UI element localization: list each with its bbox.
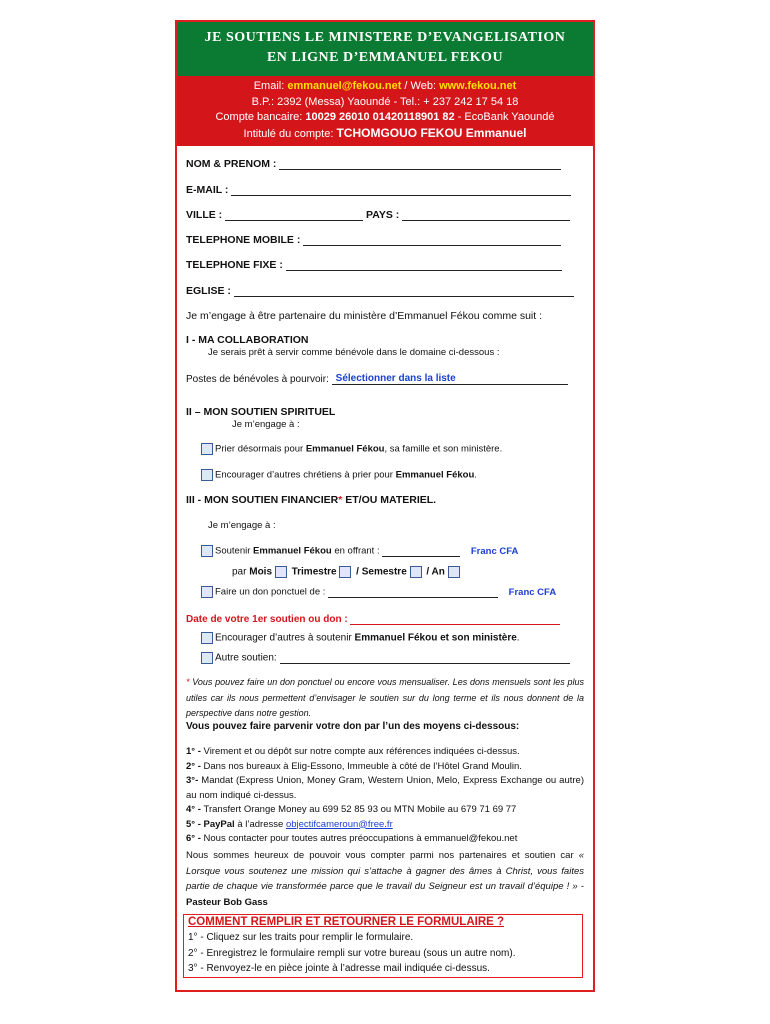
semestre-checkbox[interactable]	[410, 566, 422, 578]
means-item-3	[186, 774, 584, 803]
postes-select[interactable]	[332, 373, 568, 385]
ville-input[interactable]	[225, 210, 363, 221]
means-3-number: 3°-	[186, 775, 202, 786]
engagement-text: Je m’engage à être partenaire du ministère d’Emmanuel Fékou comme suit :	[186, 310, 543, 322]
section3-intro: Je m’engage à :	[208, 520, 276, 531]
option-encourager-prier	[201, 469, 597, 481]
don-checkbox[interactable]	[201, 586, 213, 598]
account-label: Intitulé du compte:	[243, 127, 337, 140]
nom-label: NOM & PRENOM :	[186, 158, 277, 170]
note-star: *	[186, 677, 193, 687]
encourager-prier-text-a: Encourager d’autres chrétiens à prier pour	[215, 469, 396, 481]
means-5-number: 5° -	[186, 818, 204, 830]
field-ville-pays	[186, 209, 582, 221]
tel-mobile-input[interactable]	[303, 235, 561, 246]
encourager-text-b: Emmanuel Fékou et son ministère	[354, 632, 517, 644]
don-row	[201, 586, 597, 598]
section3-title	[186, 494, 582, 506]
field-email	[186, 184, 582, 196]
howto-step-1: 1° - Cliquez sur les traits pour remplir le formulaire.	[188, 932, 414, 943]
closing-author: Pasteur Bob Gass	[186, 896, 268, 908]
means-item-2	[186, 760, 584, 775]
bank-number: 10029 26010 01420118901 82	[305, 111, 455, 123]
bank-name: - EcoBank Yaoundé	[454, 111, 555, 123]
email-label: Email:	[253, 80, 288, 92]
don-amount-input[interactable]	[328, 587, 498, 598]
means-list	[186, 745, 584, 847]
means-6-number: 6° -	[186, 833, 204, 844]
postes-label: Postes de bénévoles à pourvoir:	[186, 374, 329, 385]
prier-text-c: , sa famille et son ministère.	[384, 443, 503, 455]
means-item-1	[186, 745, 584, 760]
closing	[186, 848, 584, 910]
soutenir-text-a: Soutenir	[215, 545, 254, 557]
account-name: TCHOMGOUO FEKOU Emmanuel	[336, 125, 527, 140]
field-tel-mobile	[186, 234, 582, 246]
header-contact	[177, 76, 593, 146]
means-4-text: Transfert Orange Money au 699 52 85 93 ou MTN Mobile au 679 71 69 77	[203, 804, 517, 815]
tel-fixe-input[interactable]	[286, 260, 562, 271]
means-item-5	[186, 818, 584, 833]
section1-text: Je serais prêt à servir comme bénévole dans le domaine ci-dessous :	[208, 347, 500, 358]
date-input[interactable]	[350, 614, 560, 625]
howto-step-2: 2° - Enregistrez le formulaire rempli sur votre bureau (sous un autre nom).	[188, 947, 516, 959]
field-tel-fixe	[186, 259, 582, 271]
means-4-number: 4° -	[186, 804, 204, 815]
encourager-row	[201, 632, 597, 644]
encourager-prier-text-b: Emmanuel Fékou	[395, 469, 475, 481]
soutenir-text-b: Emmanuel Fékou	[253, 545, 332, 557]
soutenir-row	[201, 545, 597, 557]
encourager-prier-checkbox[interactable]	[201, 469, 213, 481]
soutenir-text-c: en offrant :	[331, 545, 380, 557]
means-item-4	[186, 803, 584, 818]
header-address: B.P.: 2392 (Messa) Yaoundé - Tel.: + 237 242 17 54 18	[251, 95, 519, 108]
pays-label: PAYS :	[366, 209, 400, 221]
soutenir-amount-input[interactable]	[382, 546, 460, 557]
encourager-text-c: .	[516, 632, 520, 644]
date-label: Date de votre 1er soutien ou don :	[186, 614, 348, 625]
header-email[interactable]: emmanuel@fekou.net	[287, 80, 402, 92]
prier-checkbox[interactable]	[201, 443, 213, 455]
autre-label: Autre soutien:	[215, 652, 277, 664]
autre-input[interactable]	[280, 653, 570, 664]
postes-select-value: Sélectionner dans la liste	[335, 373, 456, 384]
means-6-text: Nous contacter pour toutes autres préoccupations à emmanuel@fekou.net	[203, 833, 518, 844]
an-label: / An	[426, 566, 445, 578]
email-field-label: E-MAIL :	[186, 184, 229, 196]
trimestre-checkbox[interactable]	[339, 566, 351, 578]
closing-dash: -	[577, 881, 584, 892]
means-3-text: Mandat (Express Union, Money Gram, Western Union, Melo, Express Exchange ou autre) au nom indiqué ci-dessus.	[186, 775, 584, 801]
email-input[interactable]	[231, 185, 571, 196]
closing-text: Nous sommes heureux de pouvoir vous compter parmi nos partenaires et soutien car	[186, 850, 579, 861]
prier-text-b: Emmanuel Fékou	[305, 443, 385, 455]
eglise-label: EGLISE :	[186, 285, 231, 297]
pays-input[interactable]	[402, 210, 570, 221]
section1-title	[186, 334, 582, 346]
an-checkbox[interactable]	[448, 566, 460, 578]
section2-title-text: II – MON SOUTIEN SPIRITUEL	[186, 406, 336, 418]
semestre-label: / Semestre	[356, 566, 407, 578]
date-row	[186, 614, 582, 625]
header-title	[177, 22, 593, 76]
autre-row	[201, 652, 597, 664]
bank-label: Compte bancaire:	[215, 111, 306, 123]
field-eglise	[186, 285, 582, 297]
encourager-prier-text-c: .	[474, 469, 477, 481]
autre-checkbox[interactable]	[201, 652, 213, 664]
soutenir-currency: Franc CFA	[470, 545, 519, 557]
paypal-email-link[interactable]: objectifcameroun@free.fr	[285, 818, 393, 830]
don-currency: Franc CFA	[508, 586, 557, 598]
header-web[interactable]: www.fekou.net	[439, 80, 517, 92]
frequency-row	[232, 566, 628, 578]
means-item-6	[186, 832, 584, 847]
note	[186, 675, 584, 722]
soutenir-checkbox[interactable]	[201, 545, 213, 557]
section3-title-b: ET/OU MATERIEL.	[342, 494, 437, 506]
par-label: par	[232, 566, 250, 578]
howto-box	[183, 914, 583, 978]
section3-title-a: III - MON SOUTIEN FINANCIER	[186, 494, 339, 506]
eglise-input[interactable]	[234, 286, 574, 297]
title-line-1: JE SOUTIENS LE MINISTERE D’EVANGELISATION	[204, 30, 566, 45]
ville-label: VILLE :	[186, 209, 223, 221]
tel-fixe-label: TELEPHONE FIXE :	[186, 259, 283, 271]
mois-label: Mois	[249, 566, 273, 578]
note-text: Vous pouvez faire un don ponctuel ou encore vous mensualiser. Les dons mensuels sont les plus utiles car ils nous permettent d’envisager le soutien sur du long terme et ils nous donnent de la perspective dans notre gestion.	[186, 677, 584, 718]
closing-quote: « Lorsque vous soutenez une mission qui s’attache à gagner des âmes à Christ, vous faites partie de chaque vie transformée parce que le travail du Seigneur est un travail d’équipe ! »	[186, 850, 584, 892]
howto-step-3: 3° - Renvoyez-le en pièce jointe à l’adresse mail indiquée ci-dessus.	[188, 963, 490, 974]
nom-input[interactable]	[279, 159, 561, 170]
don-label: Faire un don ponctuel de :	[215, 586, 326, 598]
mois-checkbox[interactable]	[275, 566, 287, 578]
web-label: / Web:	[401, 80, 440, 92]
means-5-paypal: PayPal	[203, 818, 235, 830]
section2-title	[186, 406, 582, 418]
encourager-text-a: Encourager d’autres à soutenir	[215, 632, 355, 644]
title-line-2: EN LIGNE D’EMMANUEL FEKOU	[266, 50, 504, 65]
means-title: Vous pouvez faire parvenir votre don par l’un des moyens ci-dessous:	[186, 721, 520, 732]
encourager-checkbox[interactable]	[201, 632, 213, 644]
section2-intro: Je m’engage à :	[232, 419, 300, 430]
prier-text-a: Prier désormais pour	[215, 443, 306, 455]
section3-title-star: *	[338, 494, 343, 506]
means-2-text: Dans nos bureaux à Elig-Essono, Immeuble à côté de l’Hôtel Grand Moulin.	[203, 760, 522, 772]
trimestre-label: Trimestre	[291, 566, 337, 578]
howto-title: COMMENT REMPLIR ET RETOURNER LE FORMULAIRE ?	[188, 916, 505, 928]
postes-row	[186, 373, 582, 385]
tel-mobile-label: TELEPHONE MOBILE :	[186, 234, 301, 246]
means-5-text: à l’adresse	[234, 818, 286, 830]
section1-title-text: I - MA COLLABORATION	[186, 334, 309, 346]
option-prier	[201, 443, 597, 455]
means-1-text: Virement et ou dépôt sur notre compte aux références indiquées ci-dessus.	[203, 746, 520, 757]
field-nom	[186, 158, 582, 170]
means-2-number: 2° -	[186, 760, 204, 772]
means-1-number: 1° -	[186, 746, 204, 757]
